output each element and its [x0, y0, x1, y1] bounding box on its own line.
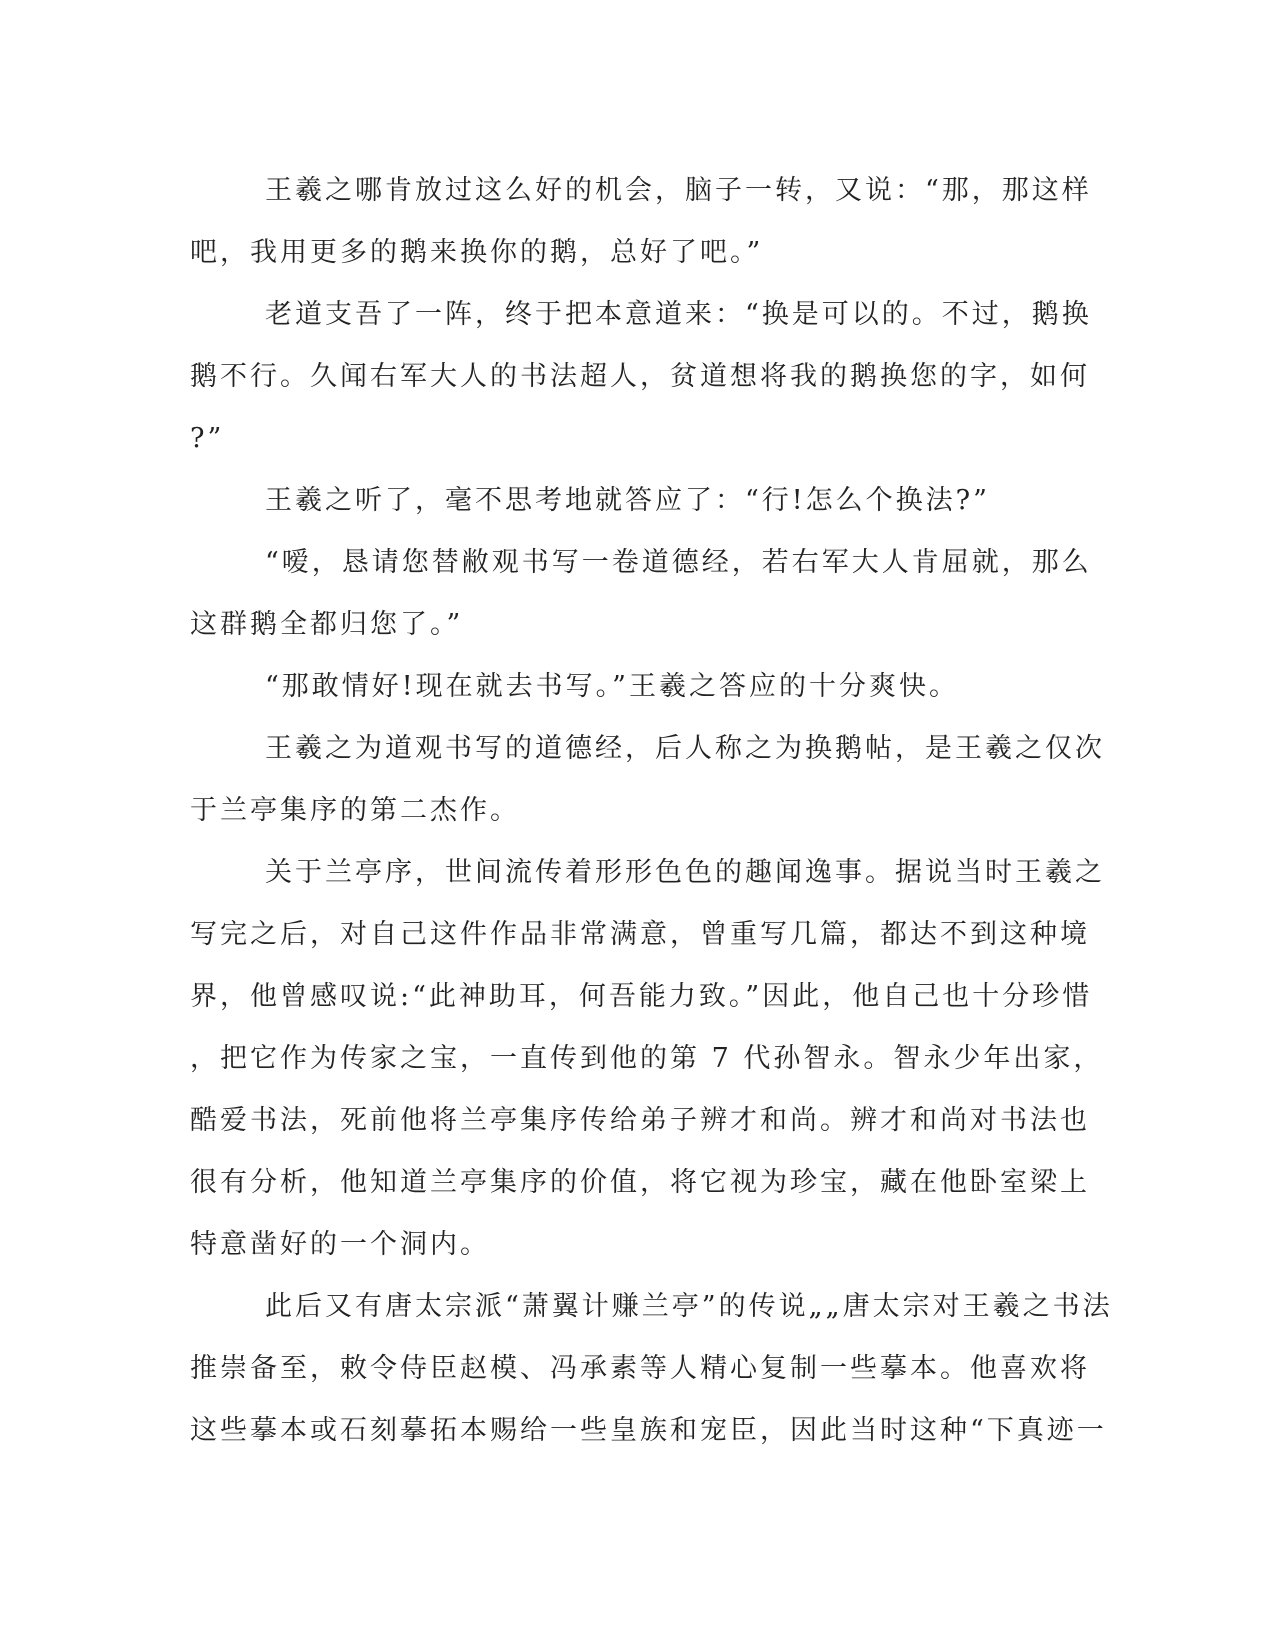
text-line: “那敢情好!现在就去书写。”王羲之答应的十分爽快。: [265, 671, 959, 702]
text-line: 鹅不行。久闻右军大人的书法超人，贫道想将我的鹅换您的字，如何: [190, 361, 1090, 392]
paragraph: [190, 718, 1105, 842]
text-line: 王羲之哪肯放过这么好的机会，脑子一转，又说：“那，那这样: [265, 175, 1092, 206]
text-line: “嗳，恳请您替敝观书写一卷道德经，若右军大人肯屈就，那么: [265, 547, 1092, 578]
text-line: 老道支吾了一阵，终于把本意道来：“换是可以的。不过，鹅换: [265, 299, 1092, 330]
text-line: 于兰亭集序的第二杰作。: [190, 795, 520, 826]
text-line: ，把它作为传家之宝，一直传到他的第 7 代孙智永。智永少年出家，: [190, 1043, 1104, 1074]
paragraph: [190, 532, 1090, 656]
text-line: 这群鹅全都归您了。”: [190, 609, 464, 640]
text-line: 写完之后，对自己这件作品非常满意，曾重写几篇，都达不到这种境: [190, 919, 1090, 950]
text-line: 推崇备至，敕令侍臣赵模、冯承素等人精心复制一些摹本。他喜欢将: [190, 1353, 1090, 1384]
paragraph: [190, 284, 1090, 470]
text-line: 关于兰亭序，世间流传着形形色色的趣闻逸事。据说当时王羲之: [265, 857, 1105, 888]
paragraph: [190, 1276, 1113, 1462]
text-line: 吧，我用更多的鹅来换你的鹅，总好了吧。”: [190, 237, 764, 268]
text-line: ?”: [190, 423, 225, 454]
paragraph: [190, 160, 1090, 284]
paragraph: [190, 656, 1090, 718]
body-text: [190, 160, 1113, 1462]
text-line: 此后又有唐太宗派“萧翼计赚兰亭”的传说„„唐太宗对王羲之书法: [265, 1291, 1113, 1322]
text-line: 酷爱书法，死前他将兰亭集序传给弟子辨才和尚。辨才和尚对书法也: [190, 1105, 1090, 1136]
paragraph: [190, 470, 1090, 532]
paragraph: [190, 842, 1105, 1276]
text-line: 特意凿好的一个洞内。: [190, 1229, 490, 1260]
text-line: 很有分析，他知道兰亭集序的价值，将它视为珍宝，藏在他卧室梁上: [190, 1167, 1090, 1198]
text-line: 王羲之为道观书写的道德经，后人称之为换鹅帖，是王羲之仅次: [265, 733, 1105, 764]
text-line: 界，他曾感叹说:“此神助耳，何吾能力致。”因此，他自己也十分珍惜: [190, 981, 1093, 1012]
text-line: 这些摹本或石刻摹拓本赐给一些皇族和宠臣，因此当时这种“下真迹一: [190, 1415, 1107, 1446]
text-line: 王羲之听了，毫不思考地就答应了：“行!怎么个换法?”: [265, 485, 990, 516]
